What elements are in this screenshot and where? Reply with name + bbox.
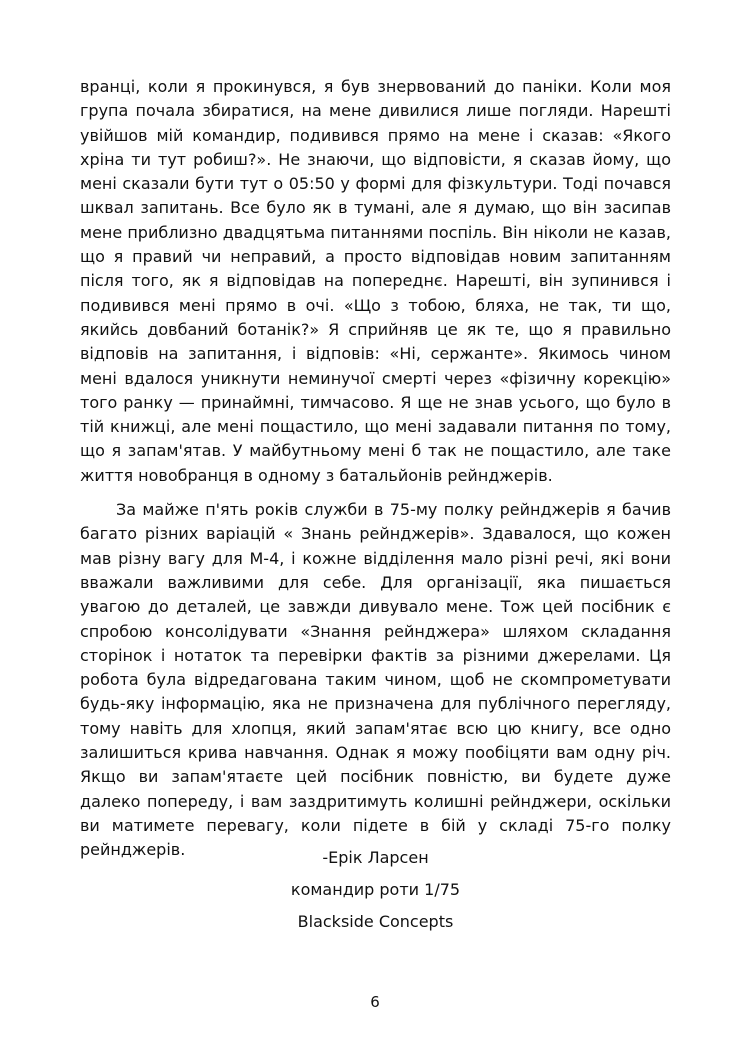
paragraph-ranger-knowledge: За майже п'ять років служби в 75-му полку рейнджерів я бачив багато різних варіацій « Знань рейнджерів». Здавалося, що кожен мав різну вагу для М-4, і кожне відділення мало різні речі, які вони вважали важливими для себе. Для організації, яка пишається увагою до деталей, це завжди дивувало мене. Тож цей посібник є спробою консолідувати «Знання рейнджера» шляхом складання сторінок і нотаток та перевірки фактів за різними джерелами. Ця робота була відредагована таким чином, щоб не скомпрометувати будь-яку інформацію, яка не призначена для публічного перегляду, тому навіть для хлопця, який запам'ятає всю цю книгу, все одно залишиться крива навчання. Однак я можу пообіцяти вам одну річ. Якщо ви запам'ятаєте цей посібник повністю, ви будете дуже далеко попереду, і вам заздритимуть колишні рейнджери, оскільки ви матимете перевагу, коли підете в бій у складі 75-го полку рейнджерів. [80,500,671,860]
paragraph-continuation: вранці, коли я прокинувся, я був знервований до паніки. Коли моя група почала збиратися, на мене дивилися лише погляди. Нарешті увійшов мій командир, подивився прямо на мене і сказав: «Якого хріна ти тут робиш?». Не знаючи, що відповісти, я сказав йому, що мені сказали бути тут о 05:50 у формі для фізкультури. Тоді почався шквал запитань. Все було як в тумані, але я думаю, що він засипав мене приблизно двадцятьма питаннями поспіль. Він ніколи не казав, що я правий чи неправий, а просто відповідав новим запитанням після того, як я відповідав на попереднє. Нарешті, він зупинився і подивився мені прямо в очі. «Що з тобою, бляха, не так, ти що, якийсь довбаний ботанік?» Я сприйняв це як те, що я правильно відповів на запитання, і відповів: «Ні, сержанте». Якимось чином мені вдалося уникнути неминучої смерті через «фізичну корекцію» того ранку — принаймні, тимчасово. Я ще не знав усього, що було в тій книжці, але мені пощастило, що мені задавали питання по тому, що я запам'ятав. У майбутньому мені б так не пощастило, але таке життя новобранця в одному з батальйонів рейнджерів. [80,77,671,485]
signature-author: -Ерік Ларсен [322,848,429,867]
page-number: 6 [370,993,380,1011]
body-text [80,75,671,863]
signature-organization: Blackside Concepts [297,912,454,931]
signature-title: командир роти 1/75 [290,880,461,899]
